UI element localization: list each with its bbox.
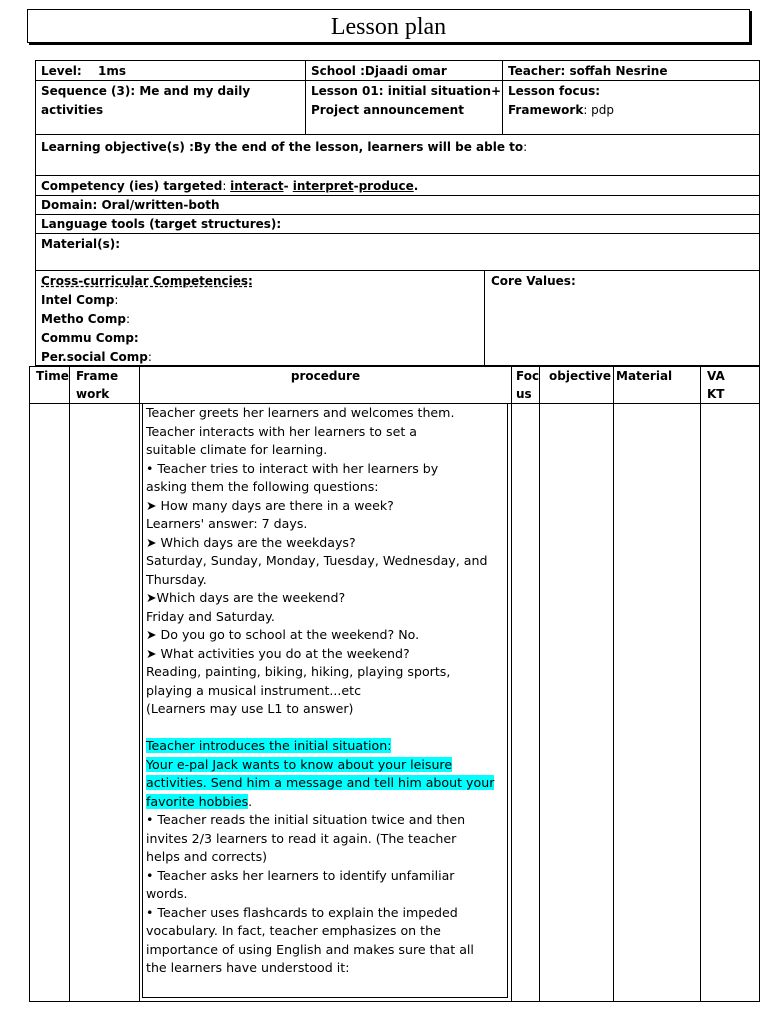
lesson-line: Lesson 01: initial situation+ [311,84,501,98]
procedure-line-highlight [146,793,502,812]
metho-comp [41,310,477,329]
header-framework-label: work [76,387,110,401]
lesson-cell [306,81,501,121]
framework-value: : pdp [583,103,615,117]
cross-curricular-title: Cross-curricular Competencies: [41,274,253,288]
objectives-colon: : [523,140,528,154]
divider [484,270,485,366]
column-divider [539,366,540,1002]
procedure-line: vocabulary. In fact, teacher emphasizes on the [146,923,441,938]
procedure-line: invites 2/3 learners to read it again. (The teacher [146,830,457,846]
sequence-line: activities [41,103,104,117]
page-title: Lesson plan [330,14,447,40]
header-procedure [140,367,511,385]
competency-dash: - [283,179,293,193]
header-framework [76,367,118,403]
procedure-line: • Teacher reads the initial situation twice and then [146,812,466,827]
column-divider [69,366,70,1002]
procedure-line-highlight [146,737,502,756]
language-tools-cell [36,214,756,235]
procedure-line: • Teacher tries to interact with her learners by [146,460,439,476]
highlight-text: favorite hobbies [146,793,249,809]
cross-curricular-cell [36,271,482,368]
procedure-line: ➤ Do you go to school at the weekend? No. [146,627,420,642]
header-time-label: Time [36,369,69,383]
persocial-label: Per.social Comp [41,350,148,364]
procedure-line-highlight [146,756,502,775]
school-cell [306,61,501,82]
procedure-line: ➤ What activities you do at the weekend? [146,645,410,661]
procedure-line: suitable climate for learning. [146,442,328,457]
competency-cell [36,176,756,197]
procedure-line: the learners have understood it: [146,960,350,975]
objectives-cell [36,137,756,158]
procedure-line: Saturday, Sunday, Monday, Tuesday, Wednesday, and [146,553,488,568]
header-time [36,367,69,385]
competency-produce: produce [358,179,414,193]
competency-colon: : [222,179,231,193]
colon: : [114,293,119,307]
domain-cell [36,195,756,216]
period: . [248,793,253,809]
colon: : [147,350,152,364]
header-material [616,367,672,385]
header-vakt-label: VA [707,369,725,383]
procedure-text [140,404,508,978]
language-tools-text: Language tools (target structures): [41,217,282,231]
procedure-line: Learners' answer: 7 days. [146,516,308,531]
procedure-line: Teacher greets her learners and welcomes them. [146,405,455,420]
procedure-line: Teacher interacts with her learners to set a [146,423,417,439]
core-values-cell [486,271,758,292]
domain-text: Domain: Oral/written-both [41,198,220,212]
procedure-line: playing a musical instrument...etc [146,682,362,698]
intel-comp [41,291,477,310]
level-cell [36,61,304,82]
header-procedure-label: procedure [290,369,361,383]
procedure-line: asking them the following questions: [146,479,379,494]
framework-line [508,101,754,120]
lesson-line: Project announcement [311,103,464,117]
material-cell [36,234,756,255]
procedure-line-highlight [146,774,502,793]
header-vakt [707,367,725,403]
lesson-focus: Lesson focus: [508,84,601,98]
procedure-line: • Teacher asks her learners to identify unfamiliar [146,867,455,883]
highlight-text: Teacher introduces the initial situation: [146,738,392,753]
competency-interact: interact [230,179,284,193]
procedure-line: Thursday. [146,571,207,587]
competency-end: . [413,179,419,193]
column-divider [700,366,701,1002]
framework-label: Framework [508,103,584,117]
competency-label: Competency (ies) targeted [41,179,223,193]
school-text: School :Djaadi omar [311,64,447,78]
procedure-line: ➤ Which days are the weekdays? [146,534,356,550]
header-objective-label: objective [549,369,612,383]
focus-cell [503,81,759,121]
divider [142,997,508,998]
material-text: Material(s): [41,237,121,251]
header-framework-label: Frame [76,369,119,383]
procedure-line: helps and corrects) [146,849,268,864]
core-values-text: Core Values: [491,274,576,288]
level-label: Level: [41,64,82,78]
title-box [27,9,750,43]
persocial-comp [41,348,477,367]
procedure-line: Reading, painting, biking, hiking, playing sports, [146,664,451,679]
teacher-cell [503,61,759,82]
commu-comp: Commu Comp: [41,331,139,345]
highlight-text: activities. Send him a message and tell him about your [146,775,495,790]
sequence-line: Sequence (3): Me and my daily [41,84,251,98]
procedure-line: words. [146,886,188,901]
divider [35,134,760,135]
highlight-text: Your e-pal Jack wants to know about your leisure [146,756,453,772]
metho-label: Metho Comp [41,312,126,326]
column-divider [613,366,614,1002]
procedure-line: (Learners may use L1 to answer) [146,701,354,716]
teacher-text: Teacher: soffah Nesrine [508,64,668,78]
colon: : [125,312,130,326]
column-divider [511,366,512,1002]
procedure-line: ➤Which days are the weekend? [146,590,346,605]
procedure-line: importance of using English and makes sure that all [146,941,474,957]
header-focus [516,367,539,403]
header-objective [549,367,611,385]
procedure-line: Friday and Saturday. [146,608,275,624]
header-vakt-label: KT [707,387,725,401]
header-focus-label: us [516,387,532,401]
procedure-line: • Teacher uses flashcards to explain the impeded [146,904,458,920]
objectives-label: Learning objective(s) :By the end of the lesson, learners will be able to [41,140,524,154]
level-value: 1ms [98,64,127,78]
competency-dash: - [353,179,359,193]
header-material-label: Material [616,369,673,383]
procedure-line: ➤ How many days are there in a week? [146,497,394,513]
sequence-cell [36,81,304,121]
header-focus-label: Foc [516,369,540,383]
procedure-line [146,719,502,738]
intel-label: Intel Comp [41,293,115,307]
competency-interpret: interpret [292,179,354,193]
